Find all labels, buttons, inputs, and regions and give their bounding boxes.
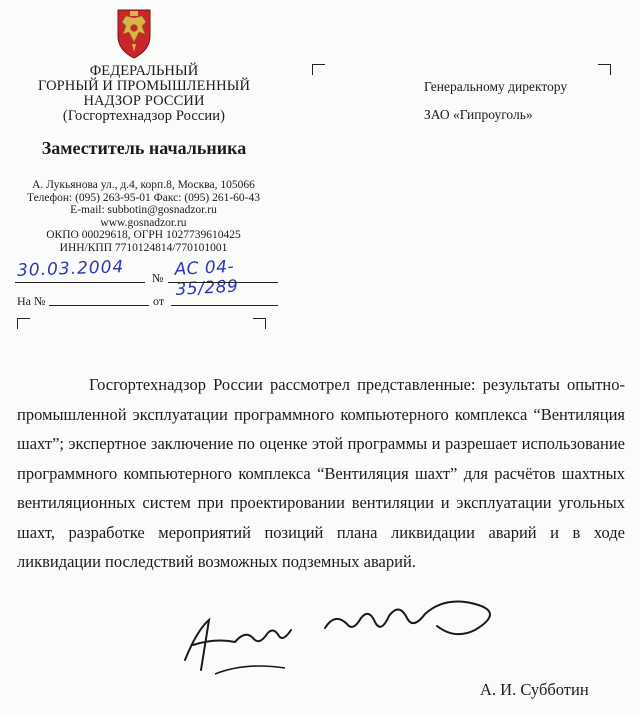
org-name-line: ФЕДЕРАЛЬНЫЙ <box>89 63 199 79</box>
reply-date-underline <box>171 305 278 306</box>
email-line: E-mail: subbotin@gosnadzor.ru <box>70 204 217 217</box>
letter-body: Госгортехнадзор России рассмотрел представленные: результаты опытно-промышленной эксплуатации программного компьютерного комплекса “Вентиляция шахт”; экспертное заключение по оценке этой программы и разрешает использование программного компьютерного комплекса “Вентиляция шахт” для расчётов шахтных вентиляционных систем при проектировании вентиляции и эксплуатации угольных шахт, разработке мероприятий позиций плана ликвидации аварий и в ходе ликвидации последствий возможных подземных аварий. <box>17 375 625 571</box>
website-line: www.gosnadzor.ru <box>100 216 187 229</box>
position-title: Заместитель начальника <box>41 138 247 158</box>
address-line: А. Лукьянова ул., д.4, корп.8, Москва, 105066 <box>32 179 255 191</box>
handwritten-signature <box>175 590 535 680</box>
recipient-title: Генеральному директору <box>424 79 568 94</box>
recipient-block <box>424 73 614 129</box>
reply-number-underline <box>49 305 149 306</box>
inn-kpp-line: ИНН/КПП 7710124814/770101001 <box>59 241 228 254</box>
coat-of-arms-icon <box>113 6 155 60</box>
handwritten-number: АС 04-35/289 <box>174 256 239 300</box>
corner-mark <box>312 64 325 75</box>
contact-block <box>6 179 281 255</box>
signer-name: А. И. Субботин <box>480 680 589 699</box>
date-underline <box>15 282 145 283</box>
reply-reference <box>15 292 285 310</box>
number-label: № <box>152 271 164 285</box>
okpo-ogrn-line: ОКПО 00029618, ОГРН 1027739610425 <box>46 229 241 242</box>
corner-mark <box>17 318 30 329</box>
phone-fax-line: Телефон: (095) 263-95-01 Факс: (095) 261-60-43 <box>26 191 261 204</box>
organization-name <box>20 64 268 124</box>
org-name-line: ГОРНЫЙ И ПРОМЫШЛЕННЫЙ <box>37 78 251 94</box>
org-name-line: (Госгортехнадзор России) <box>62 108 226 124</box>
reply-to-label: На № <box>17 294 46 308</box>
number-underline <box>168 282 278 283</box>
outgoing-registration <box>15 256 285 300</box>
recipient-company: ЗАО «Гипроуголь» <box>424 107 533 122</box>
handwritten-date: 30.03.2004 <box>16 257 125 281</box>
from-label: от <box>153 294 165 308</box>
corner-mark <box>253 318 266 329</box>
org-name-line: НАДЗОР РОССИИ <box>83 93 205 109</box>
